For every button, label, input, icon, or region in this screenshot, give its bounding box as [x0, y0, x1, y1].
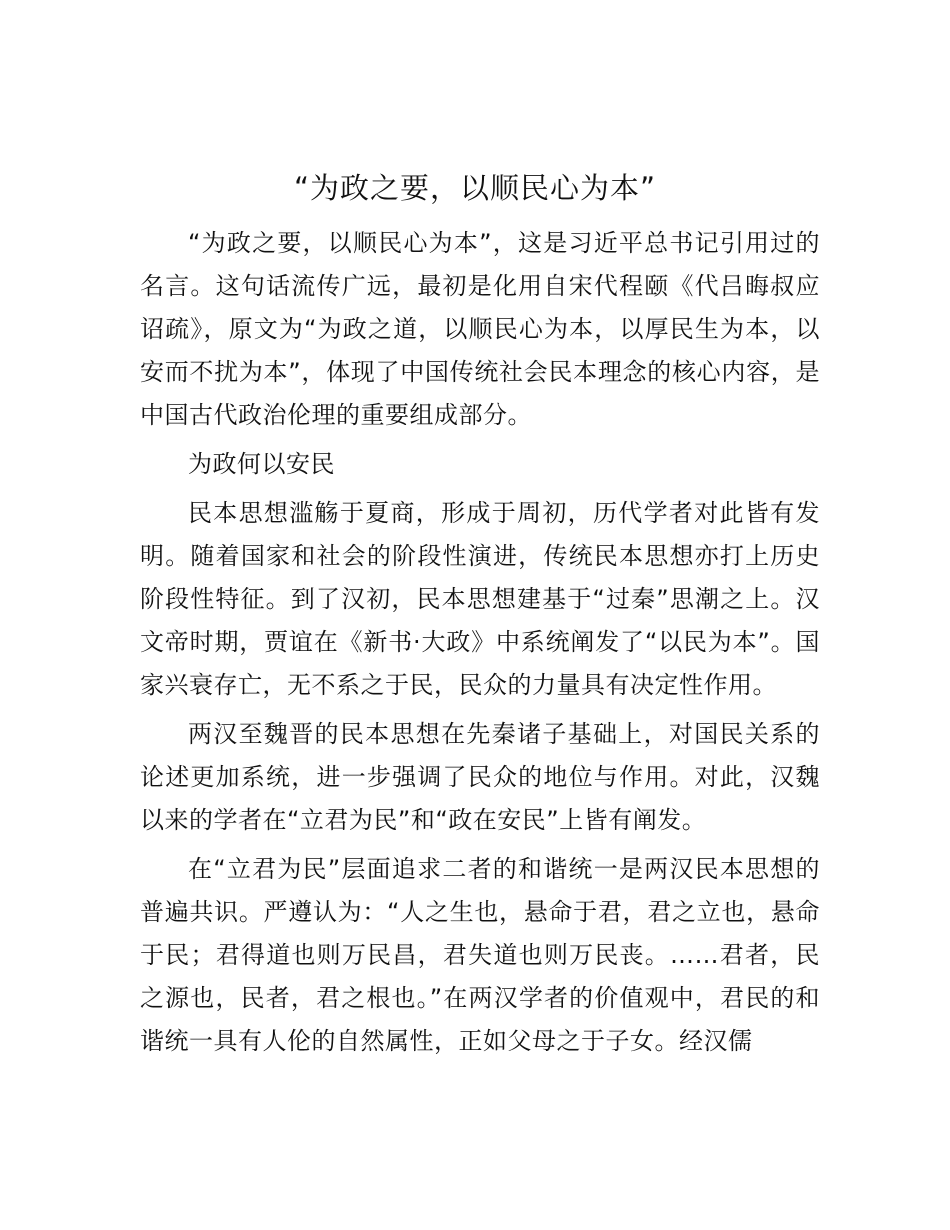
paragraph-ruler-people: 在“立君为民”层面追求二者的和谐统一是两汉民本思想的普遍共识。严遵认为：“人之生也，悬命于君，君之立也，悬命于民；君得道也则万民昌，君失道也则万民丧。……君者，民之源也，民者，君之根也。”在两汉学者的价值观中，君民的和谐统一具有人伦的自然属性，正如父母之于子女。经汉儒 — [140, 855, 820, 1055]
paragraph-intro: “为政之要，以顺民心为本”，这是习近平总书记引用过的名言。这句话流传广远，最初是化用自宋代程颐《代吕晦叔应诏疏》，原文为“为政之道，以顺民心为本，以厚民生为本，以安而不扰为本”，体现了中国传统社会民本理念的核心内容，是中国古代政治伦理的重要组成部分。 — [140, 229, 820, 429]
article-body — [140, 222, 820, 1069]
paragraph-origin: 民本思想滥觞于夏商，形成于周初，历代学者对此皆有发明。随着国家和社会的阶段性演进，传统民本思想亦打上历史阶段性特征。到了汉初，民本思想建基于“过秦”思潮之上。汉文帝时期，贾谊在《新书·大政》中系统阐发了“以民为本”。国家兴衰存亡，无不系之于民，民众的力量具有决定性作用。 — [140, 499, 820, 699]
page-title: “为政之要，以顺民心为本” — [293, 171, 657, 205]
paragraph-han-wei: 两汉至魏晋的民本思想在先秦诸子基础上，对国民关系的论述更加系统，进一步强调了民众的地位与作用。对此，汉魏以来的学者在“立君为民”和“政在安民”上皆有阐发。 — [140, 720, 820, 834]
section-heading: 为政何以安民 — [188, 450, 335, 478]
